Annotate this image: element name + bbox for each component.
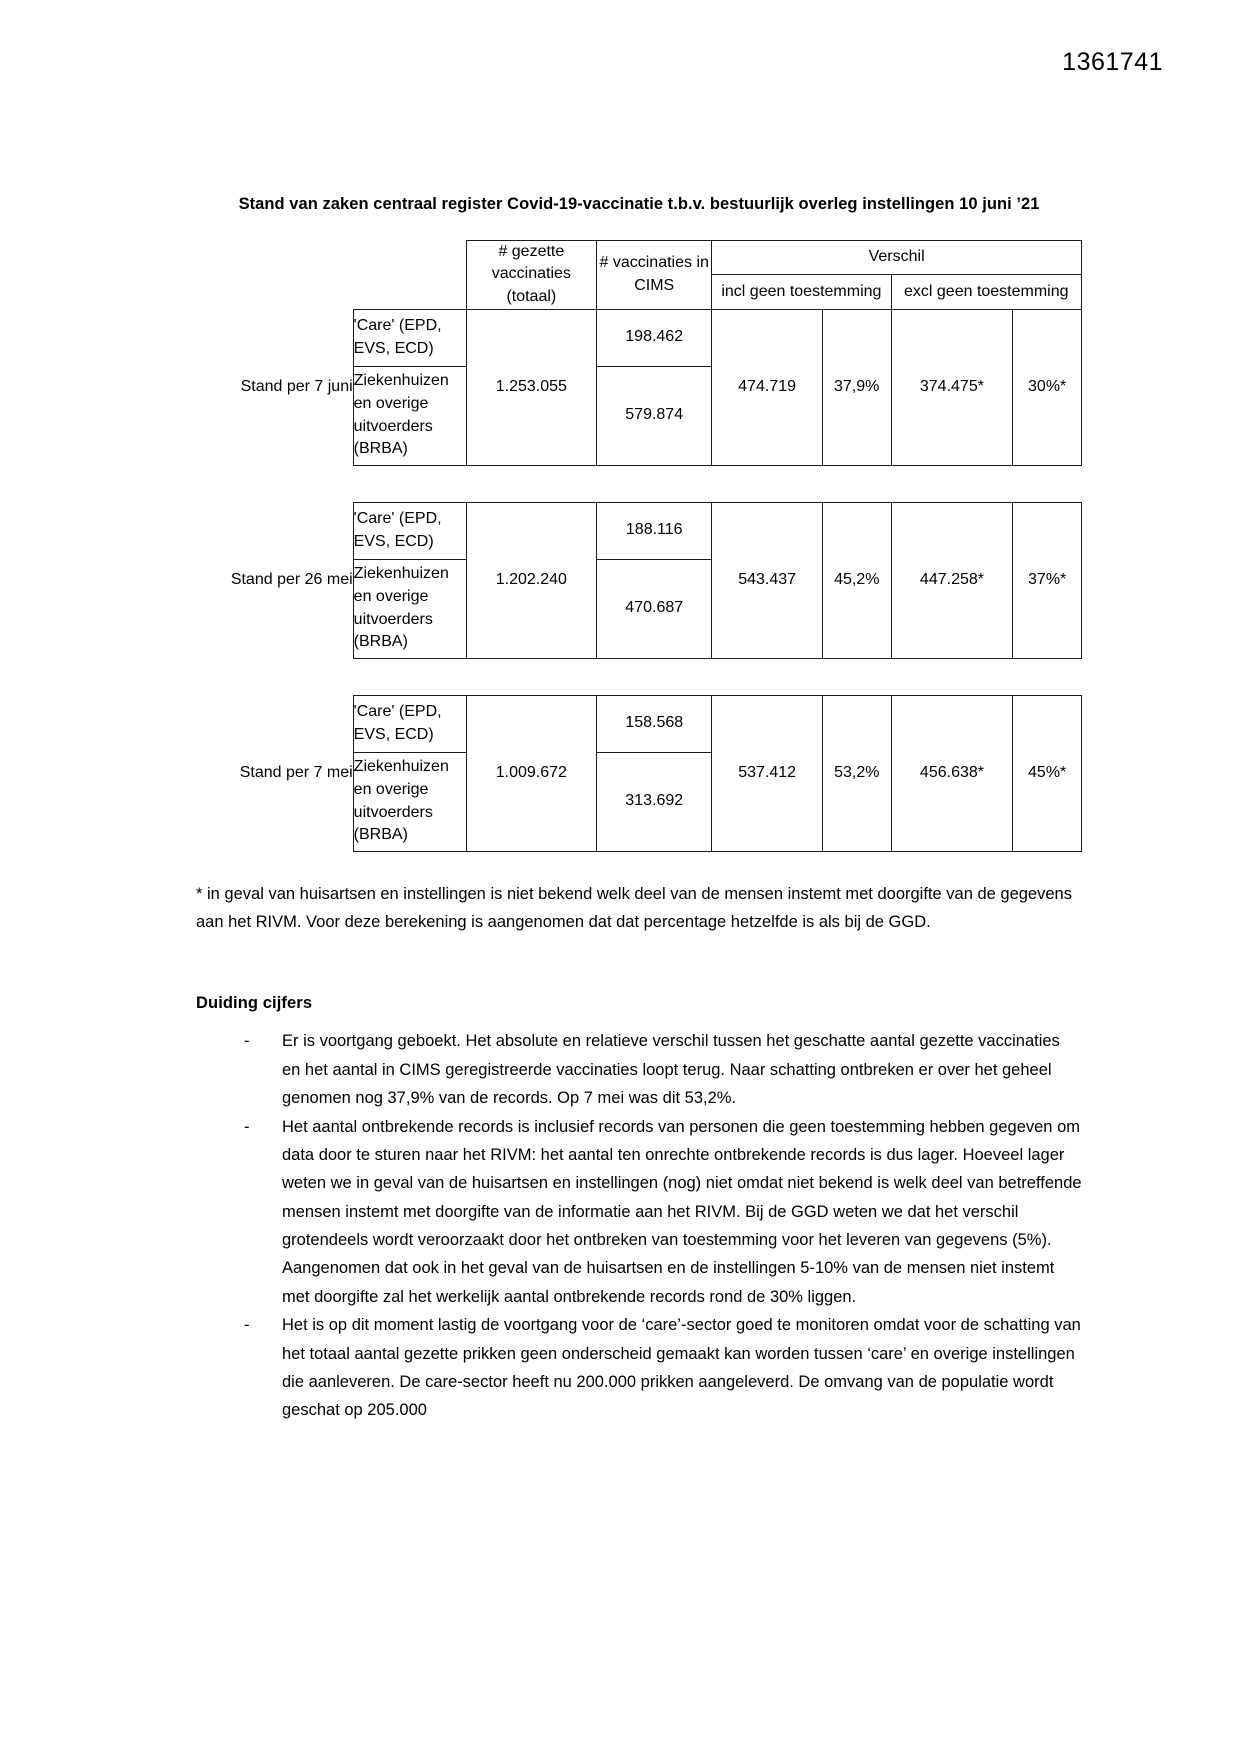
value-verschil-incl-pct: 37,9% bbox=[822, 309, 891, 465]
row-label-stand: Stand per 7 juni bbox=[240, 377, 353, 395]
category-hospitals: Ziekenhuizen en overige uitvoerders (BRBA) bbox=[353, 752, 466, 851]
category-hospitals: Ziekenhuizen en overige uitvoerders (BRBA) bbox=[353, 559, 466, 658]
table-row bbox=[196, 502, 1082, 559]
list-item-text: Het aantal ontbrekende records is inclusief records van personen die geen toestemming hebben gegeven om data door te sturen naar het RIVM: het aantal ten onrechte ontbrekende records is dus lager. Hoeveel lager weten we in geval van de huisartsen en instellingen (nog) niet omdat niet bekend is welk deel van betreffende mensen instemt met doorgifte van de informatie aan het RIVM. Bij de GGD weten we dat het verschil grotendeels wordt veroorzaakt door het ontbreken van toestemming voor het leveren van gegevens (5%). Aangenomen dat ook in het geval van de huisartsen en de instellingen 5-10% van de mensen niet instemt met doorgifte zal het werkelijk aantal ontbrekende records rond de 30% liggen. bbox=[282, 1117, 1082, 1306]
category-hospitals: Ziekenhuizen en overige uitvoerders (BRBA) bbox=[353, 366, 466, 465]
value-cims-hospitals: 313.692 bbox=[597, 752, 712, 851]
bullet-marker: - bbox=[244, 1117, 250, 1136]
list-item-text: Het is op dit moment lastig de voortgang voor de ‘care’-sector goed te monitoren omdat voor de schatting van het totaal aantal gezette prikken geen onderscheid gemaakt kan worden tussen ‘care’ en overige instellingen die aanleveren. De care-sector heeft nu 200.000 prikken aangeleverd. De omvang van de populatie wordt geschat op 205.000 bbox=[282, 1316, 1081, 1420]
row-label-stand: Stand per 26 mei bbox=[230, 570, 353, 588]
value-verschil-excl-pct: 37%* bbox=[1013, 502, 1082, 658]
value-verschil-excl-pct: 45%* bbox=[1013, 695, 1082, 851]
value-total: 1.202.240 bbox=[466, 502, 597, 658]
value-verschil-incl: 537.412 bbox=[712, 695, 823, 851]
section-heading-duiding: Duiding cijfers bbox=[196, 994, 313, 1013]
list-item bbox=[244, 1311, 1082, 1425]
category-care: 'Care' (EPD, EVS, ECD) bbox=[353, 695, 466, 752]
value-total: 1.009.672 bbox=[466, 695, 597, 851]
document-content bbox=[196, 192, 1082, 1425]
value-verschil-incl-pct: 53,2% bbox=[822, 695, 891, 851]
stand-table-block-1 bbox=[196, 240, 1082, 466]
table-header bbox=[196, 240, 1082, 309]
header-excl-toestemming: excl geen toestemming bbox=[891, 275, 1081, 310]
duiding-bullet-list bbox=[196, 1027, 1082, 1424]
value-verschil-incl-pct: 45,2% bbox=[822, 502, 891, 658]
header-cims-vaccinations: # vaccinaties in CIMS bbox=[597, 240, 712, 309]
table-footnote: * in geval van huisartsen en instellingen is niet bekend welk deel van de mensen instemt met doorgifte van de gegevens aan het RIVM. Voor deze berekening is aangenomen dat dat percentage hetzelfde is als bij de GGD. bbox=[196, 884, 1072, 932]
value-verschil-excl: 374.475* bbox=[891, 309, 1013, 465]
category-care: 'Care' (EPD, EVS, ECD) bbox=[353, 309, 466, 366]
header-total-vaccinations: # gezette vaccinaties (totaal) bbox=[466, 240, 597, 309]
list-item bbox=[244, 1113, 1082, 1312]
list-item bbox=[244, 1027, 1082, 1112]
document-id: 1361741 bbox=[1062, 48, 1163, 76]
value-verschil-excl: 447.258* bbox=[891, 502, 1013, 658]
category-care: 'Care' (EPD, EVS, ECD) bbox=[353, 502, 466, 559]
header-incl-toestemming: incl geen toestemming bbox=[712, 275, 891, 310]
value-verschil-incl: 543.437 bbox=[712, 502, 823, 658]
value-cims-care: 198.462 bbox=[597, 309, 712, 366]
value-total: 1.253.055 bbox=[466, 309, 597, 465]
value-cims-care: 158.568 bbox=[597, 695, 712, 752]
header-category-empty bbox=[353, 240, 466, 309]
table-row bbox=[196, 695, 1082, 752]
list-item-text: Er is voortgang geboekt. Het absolute en relatieve verschil tussen het geschatte aantal gezette vaccinaties en het aantal in CIMS geregistreerde vaccinaties loopt terug. Naar schatting ontbreken er over het geheel genomen nog 37,9% van de records. Op 7 mei was dit 53,2%. bbox=[282, 1032, 1060, 1108]
value-verschil-excl-pct: 30%* bbox=[1013, 309, 1082, 465]
row-label-stand: Stand per 7 mei bbox=[239, 763, 353, 781]
stand-table-block-2 bbox=[196, 502, 1082, 659]
table-row bbox=[196, 309, 1082, 366]
header-corner-empty bbox=[196, 240, 353, 309]
bullet-marker: - bbox=[244, 1316, 250, 1335]
stand-table-block-3 bbox=[196, 695, 1082, 852]
value-verschil-incl: 474.719 bbox=[712, 309, 823, 465]
value-cims-care: 188.116 bbox=[597, 502, 712, 559]
bullet-marker: - bbox=[244, 1032, 250, 1051]
value-cims-hospitals: 579.874 bbox=[597, 366, 712, 465]
value-cims-hospitals: 470.687 bbox=[597, 559, 712, 658]
header-verschil-group: Verschil bbox=[712, 240, 1082, 275]
page-title: Stand van zaken centraal register Covid-19-vaccinatie t.b.v. bestuurlijk overleg instellingen 10 juni ’21 bbox=[238, 195, 1040, 213]
value-verschil-excl: 456.638* bbox=[891, 695, 1013, 851]
